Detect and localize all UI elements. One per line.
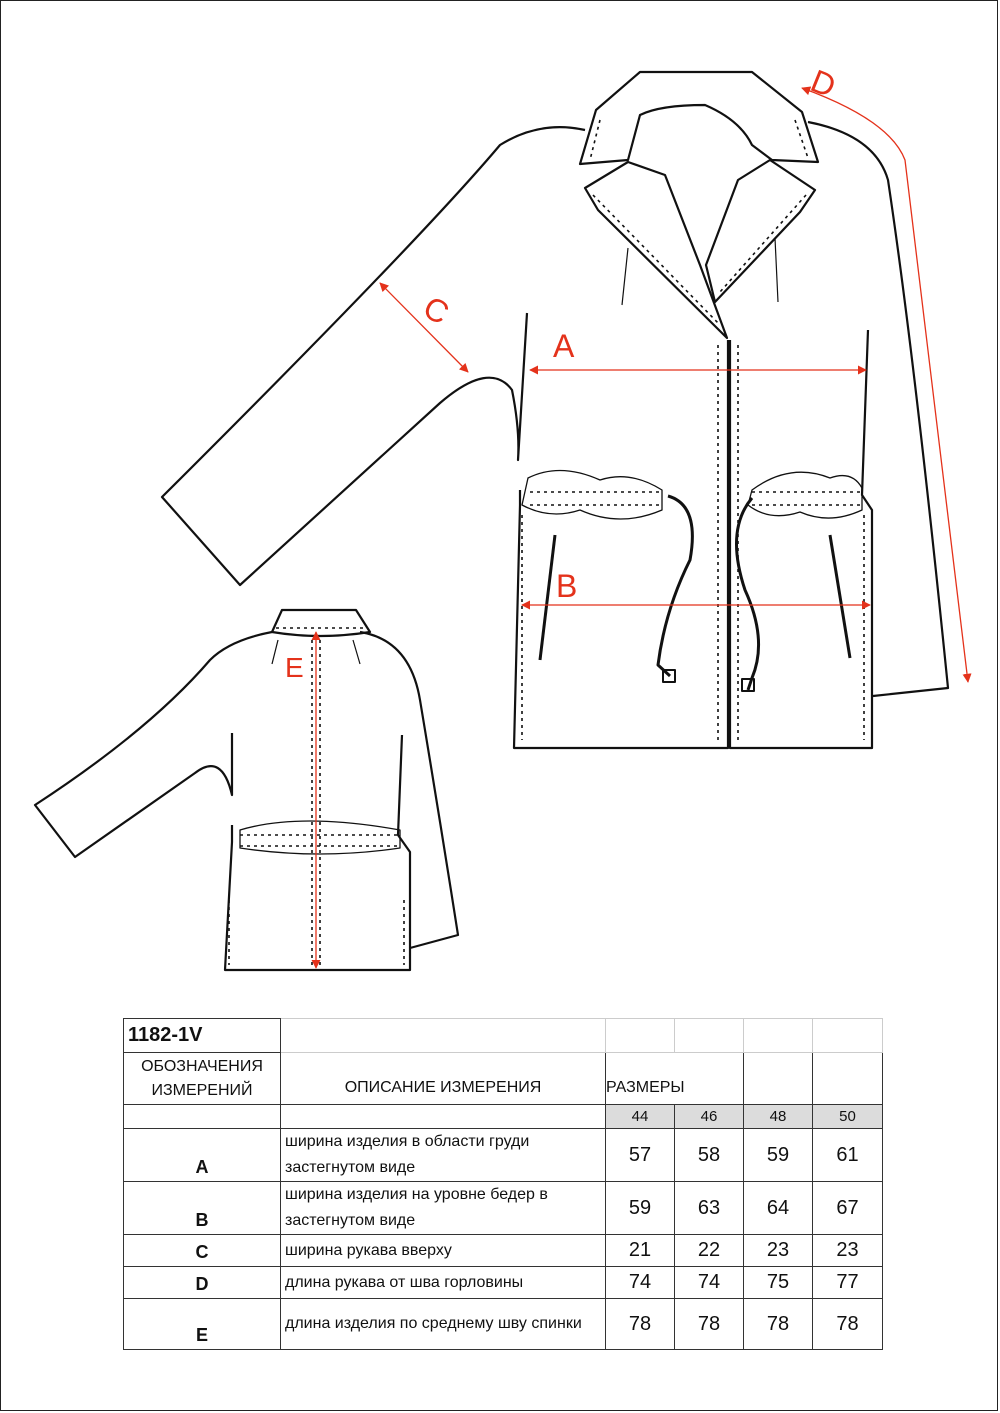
label-a: A [553,328,575,364]
table-row [124,1299,883,1350]
row-value: 78 [675,1299,744,1350]
size-48: 48 [744,1105,813,1129]
front-jacket-view [162,72,948,748]
row-value: 78 [813,1299,883,1350]
label-d: D [805,62,841,105]
row-value: 23 [744,1235,813,1267]
row-value: 77 [813,1267,883,1299]
back-body [225,735,410,970]
label-b: B [556,568,578,604]
row-code: A [124,1129,281,1182]
label-c: C [417,288,455,332]
dimension-labels [285,62,841,683]
row-value: 57 [606,1129,675,1182]
size-46: 46 [675,1105,744,1129]
row-value: 64 [744,1182,813,1235]
row-value: 22 [675,1235,744,1267]
front-left-lapel [585,162,727,338]
front-stitching [522,120,864,740]
header-measurement-codes: ОБОЗНАЧЕНИЯ ИЗМЕРЕНИЙ [124,1053,281,1105]
dimension-d-line [802,88,968,682]
row-code: E [124,1299,281,1350]
row-code: C [124,1235,281,1267]
header-description: ОПИСАНИЕ ИЗМЕРЕНИЯ [281,1053,606,1105]
row-value: 61 [813,1129,883,1182]
measurement-table [123,1018,883,1350]
size-44: 44 [606,1105,675,1129]
table-row [124,1129,883,1182]
dimension-lines [316,88,968,968]
back-collar [272,610,370,636]
row-value: 58 [675,1129,744,1182]
row-value: 63 [675,1182,744,1235]
row-description: ширина изделия в области груди застегнутом виде [281,1129,606,1182]
front-right-sleeve [808,122,948,696]
row-description: длина изделия по среднему шву спинки [281,1299,606,1350]
article-number: 1182-1V [124,1019,281,1053]
row-value: 59 [606,1182,675,1235]
row-value: 21 [606,1235,675,1267]
back-jacket-view [35,610,458,970]
front-waistband [522,470,662,519]
header-sizes: РАЗМЕРЫ [606,1053,675,1105]
row-code: B [124,1182,281,1235]
row-value: 74 [675,1267,744,1299]
table-row [124,1235,883,1267]
row-value: 75 [744,1267,813,1299]
front-drawstring [658,496,692,676]
table-row [124,1182,883,1235]
front-left-side [514,340,728,748]
label-e: E [285,652,304,683]
row-value: 59 [744,1129,813,1182]
row-value: 74 [606,1267,675,1299]
row-value: 78 [606,1299,675,1350]
row-value: 23 [813,1235,883,1267]
row-value: 78 [744,1299,813,1350]
front-right-lapel [706,160,815,302]
row-code: D [124,1267,281,1299]
size-50: 50 [813,1105,883,1129]
front-right-side [730,330,872,748]
front-collar [580,72,818,164]
back-left-sleeve [35,632,272,857]
row-description: ширина рукава вверху [281,1235,606,1267]
table-row [124,1267,883,1299]
row-description: длина рукава от шва горловины [281,1267,606,1299]
row-value: 67 [813,1182,883,1235]
dimension-c-line [380,283,468,372]
row-description: ширина изделия на уровне бедер в застегнутом виде [281,1182,606,1235]
